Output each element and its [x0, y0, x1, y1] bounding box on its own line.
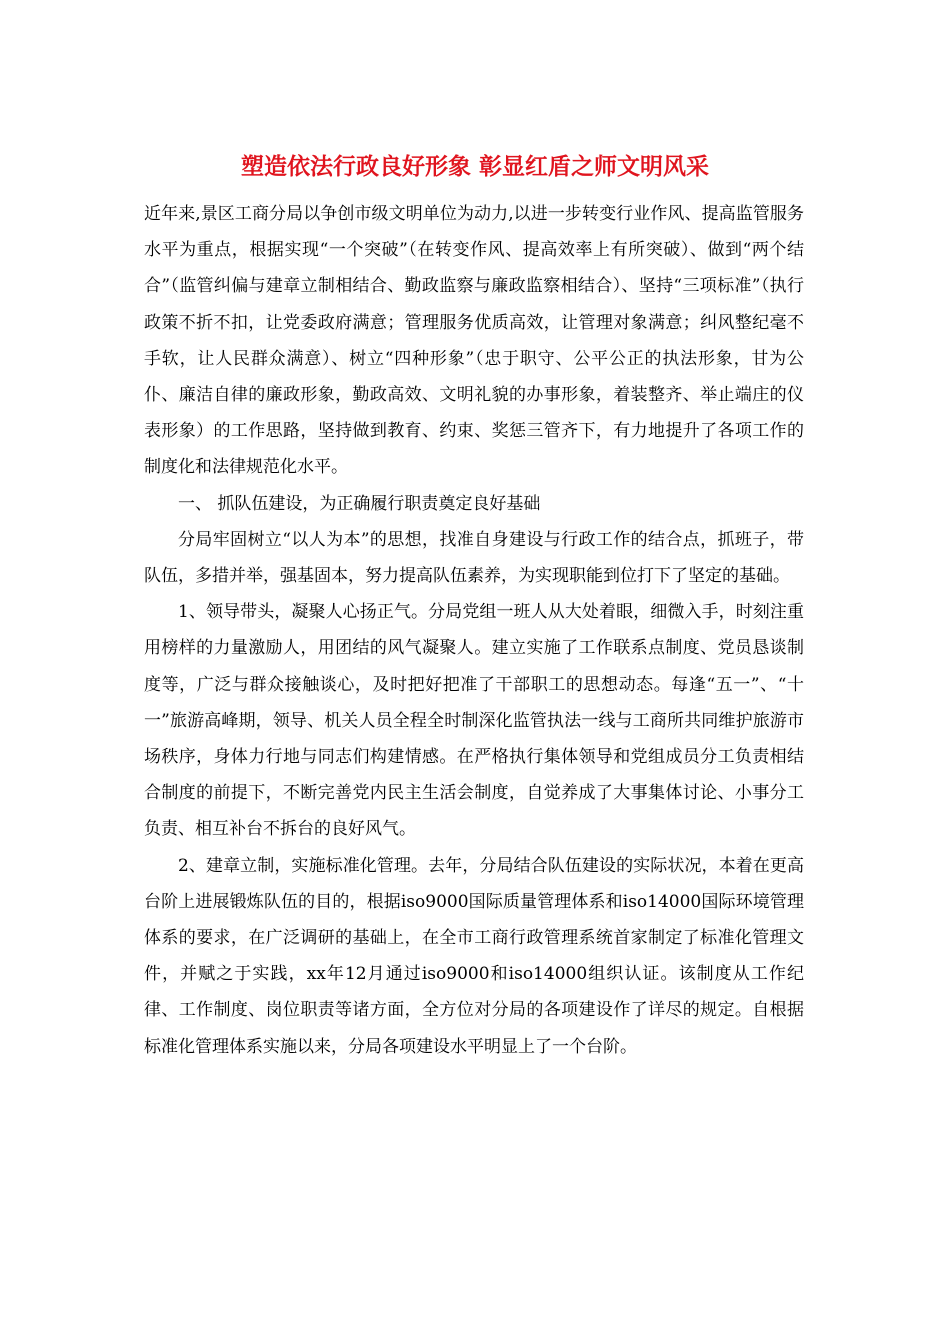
- document-title: 塑造依法行政良好形象 彰显红盾之师文明风采: [240, 153, 709, 180]
- paragraph-intro: 近年来,景区工商分局以争创市级文明单位为动力,以进一步转变行业作风、提高监管服务水平为重点，根据实现“一个突破”（在转变作风、提高效率上有所突破）、做到“两个结合”（监管纠偏与建章立制相结合、勤政监察与廉政监察相结合）、坚持“三项标准”（执行政策不折不扣，让党委政府满意；管理服务优质高效，让管理对象满意；纠风整纪毫不手软，让人民群众满意）、树立“四种形象”（忠于职守、公平公正的执法形象，甘为公仆、廉洁自律的廉政形象，勤政高效、文明礼貌的办事形象，着装整齐、举止端庄的仪表形象）的工作思路，坚持做到教育、约束、奖惩三管齐下，有力地提升了各项工作的制度化和法律规范化水平。: [144, 204, 804, 478]
- section-heading-1: 一、 抓队伍建设，为正确履行职责奠定良好基础: [178, 493, 541, 514]
- paragraph-item-1: 1、领导带头，凝聚人心扬正气。分局党组一班人从大处着眼，细微入手，时刻注重用榜样的力量激励人，用团结的风气凝聚人。建立实施了工作联系点制度、党员恳谈制度等，广泛与群众接触谈心，及时把好把准了干部职工的思想动态。每逢“五一”、“十一”旅游高峰期，领导、机关人员全程全时制深化监管执法一线与工商所共同维护旅游市场秩序，身体力行地与同志们构建情感。在严格执行集体领导和党组成员分工负责相结合制度的前提下，不断完善党内民主生活会制度，自觉养成了大事集体讨论、小事分工负责、相互补台不拆台的良好风气。: [144, 602, 804, 840]
- document-body: [144, 196, 804, 1065]
- paragraph-item-2: 2、建章立制，实施标准化管理。去年，分局结合队伍建设的实际状况，本着在更高台阶上进展锻炼队伍的目的，根据iso9000国际质量管理体系和iso14000国际环境管理体系的要求，在广泛调研的基础上，在全市工商行政管理系统首家制定了标准化管理文件，并赋之于实践，xx年12月通过iso9000和iso14000组织认证。该制度从工作纪律、工作制度、岗位职责等诸方面，全方位对分局的各项建设作了详尽的规定。自根据标准化管理体系实施以来，分局各项建设水平明显上了一个台阶。: [144, 855, 804, 1057]
- paragraph-section-1: 分局牢固树立“以人为本”的思想，找准自身建设与行政工作的结合点，抓班子，带队伍，多措并举，强基固本，努力提高队伍素养，为实现职能到位打下了坚定的基础。: [144, 529, 804, 587]
